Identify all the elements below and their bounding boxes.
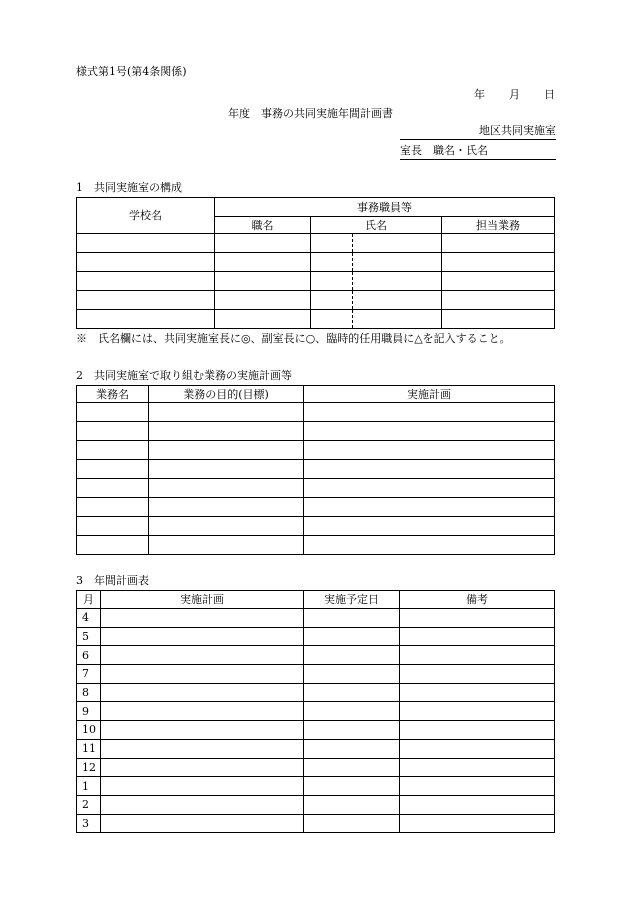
section1-note: ※ 氏名欄には、共同実施室長に◎、副室長に○、臨時的任用職員に△を記入すること。 — [76, 332, 511, 345]
header-month: 月 — [77, 591, 101, 609]
office-name: 地区共同実施室 — [479, 124, 556, 137]
table-row — [77, 234, 555, 253]
cell[interactable] — [149, 422, 304, 441]
date-month: 月 — [509, 88, 520, 101]
cell[interactable] — [400, 627, 555, 646]
cell[interactable] — [304, 646, 400, 665]
cell[interactable] — [311, 253, 353, 272]
table-row — [77, 441, 555, 460]
cell[interactable] — [304, 403, 555, 422]
cell[interactable] — [77, 291, 215, 310]
cell[interactable] — [304, 536, 555, 555]
date-day: 日 — [544, 88, 555, 101]
header-task-purpose: 業務の目的(目標) — [149, 386, 304, 403]
chief-field — [400, 144, 556, 160]
cell[interactable] — [304, 758, 400, 777]
cell[interactable] — [101, 609, 304, 628]
cell[interactable] — [304, 683, 400, 702]
cell[interactable] — [442, 234, 555, 253]
cell[interactable] — [400, 665, 555, 684]
cell[interactable] — [304, 498, 555, 517]
annual-schedule-table — [76, 590, 555, 833]
cell[interactable] — [304, 460, 555, 479]
cell[interactable] — [304, 609, 400, 628]
cell[interactable] — [215, 310, 311, 329]
cell[interactable] — [101, 646, 304, 665]
cell[interactable] — [304, 777, 400, 796]
cell[interactable] — [149, 479, 304, 498]
table-row — [77, 646, 555, 665]
section2-heading: 2 共同実施室で取り組む業務の実施計画等 — [76, 369, 292, 382]
table-row — [77, 814, 555, 833]
month-cell: 10 — [77, 721, 101, 740]
header-schedule-plan: 実施計画 — [101, 591, 304, 609]
cell[interactable] — [149, 517, 304, 536]
cell[interactable] — [304, 795, 400, 814]
cell[interactable] — [311, 234, 353, 253]
header-task-name: 業務名 — [77, 386, 149, 403]
table-row — [77, 498, 555, 517]
cell[interactable] — [77, 441, 149, 460]
table-row — [77, 683, 555, 702]
header-name: 氏名 — [311, 217, 442, 234]
table-row — [77, 777, 555, 796]
cell[interactable] — [400, 721, 555, 740]
cell[interactable] — [442, 291, 555, 310]
header-scheduled-date: 実施予定日 — [304, 591, 400, 609]
cell[interactable] — [77, 517, 149, 536]
cell[interactable] — [304, 422, 555, 441]
cell[interactable] — [400, 758, 555, 777]
cell[interactable] — [77, 498, 149, 517]
table-row — [77, 253, 555, 272]
cell[interactable] — [353, 272, 442, 291]
cell[interactable] — [101, 721, 304, 740]
cell[interactable] — [77, 253, 215, 272]
section3-heading: 3 年間計画表 — [76, 574, 149, 587]
cell[interactable] — [304, 721, 400, 740]
form-number: 様式第1号(第4条関係) — [76, 65, 187, 78]
month-cell: 12 — [77, 758, 101, 777]
month-cell: 3 — [77, 814, 101, 833]
cell[interactable] — [442, 272, 555, 291]
cell[interactable] — [400, 814, 555, 833]
cell[interactable] — [77, 479, 149, 498]
cell[interactable] — [353, 234, 442, 253]
month-cell: 4 — [77, 609, 101, 628]
cell[interactable] — [400, 739, 555, 758]
cell[interactable] — [400, 609, 555, 628]
cell[interactable] — [311, 310, 353, 329]
table-row — [77, 422, 555, 441]
table-row — [77, 460, 555, 479]
table-row — [77, 536, 555, 555]
table-row — [77, 517, 555, 536]
cell[interactable] — [101, 683, 304, 702]
table-row — [77, 272, 555, 291]
month-cell: 5 — [77, 627, 101, 646]
chief-label: 室長 職名・氏名 — [400, 144, 488, 157]
cell[interactable] — [101, 627, 304, 646]
month-cell: 9 — [77, 702, 101, 721]
header-staff-group: 事務職員等 — [215, 198, 555, 217]
cell[interactable] — [353, 310, 442, 329]
month-cell: 7 — [77, 665, 101, 684]
cell[interactable] — [304, 627, 400, 646]
cell[interactable] — [304, 702, 400, 721]
cell[interactable] — [101, 795, 304, 814]
header-school-name: 学校名 — [77, 198, 215, 234]
cell[interactable] — [101, 739, 304, 758]
cell[interactable] — [304, 739, 400, 758]
cell[interactable] — [311, 291, 353, 310]
table-row — [77, 739, 555, 758]
date-year: 年 — [474, 88, 485, 101]
table-row — [77, 609, 555, 628]
task-plan-table — [76, 385, 555, 555]
cell[interactable] — [353, 291, 442, 310]
cell[interactable] — [442, 253, 555, 272]
document-title: 年度 事務の共同実施年間計画書 — [228, 107, 393, 120]
cell[interactable] — [353, 253, 442, 272]
table-row — [77, 310, 555, 329]
cell[interactable] — [149, 441, 304, 460]
cell[interactable] — [101, 665, 304, 684]
cell[interactable] — [77, 536, 149, 555]
header-task-plan: 実施計画 — [304, 386, 555, 403]
month-cell: 2 — [77, 795, 101, 814]
cell[interactable] — [304, 814, 400, 833]
cell[interactable] — [215, 234, 311, 253]
cell[interactable] — [304, 441, 555, 460]
cell[interactable] — [400, 702, 555, 721]
table-row — [77, 721, 555, 740]
section1-heading: 1 共同実施室の構成 — [76, 181, 182, 194]
table-row — [77, 627, 555, 646]
header-remarks: 備考 — [400, 591, 555, 609]
table-row — [77, 479, 555, 498]
month-cell: 6 — [77, 646, 101, 665]
cell[interactable] — [149, 536, 304, 555]
table-row — [77, 665, 555, 684]
cell[interactable] — [215, 272, 311, 291]
cell[interactable] — [304, 479, 555, 498]
table-row — [77, 702, 555, 721]
cell[interactable] — [101, 702, 304, 721]
cell[interactable] — [101, 758, 304, 777]
cell[interactable] — [101, 814, 304, 833]
cell[interactable] — [149, 460, 304, 479]
cell[interactable] — [149, 498, 304, 517]
cell[interactable] — [149, 403, 304, 422]
cell[interactable] — [442, 310, 555, 329]
header-duty: 担当業務 — [442, 217, 555, 234]
month-cell: 8 — [77, 683, 101, 702]
staff-composition-table — [76, 197, 555, 329]
cell[interactable] — [400, 646, 555, 665]
office-name-field — [400, 124, 556, 140]
cell[interactable] — [77, 460, 149, 479]
cell[interactable] — [101, 777, 304, 796]
month-cell: 11 — [77, 739, 101, 758]
cell[interactable] — [215, 253, 311, 272]
cell[interactable] — [77, 310, 215, 329]
month-cell: 1 — [77, 777, 101, 796]
table-row — [77, 291, 555, 310]
table-row — [77, 758, 555, 777]
cell[interactable] — [77, 403, 149, 422]
cell[interactable] — [304, 665, 400, 684]
header-position: 職名 — [215, 217, 311, 234]
cell[interactable] — [400, 683, 555, 702]
cell[interactable] — [77, 272, 215, 291]
cell[interactable] — [400, 777, 555, 796]
table-row — [77, 403, 555, 422]
cell[interactable] — [77, 234, 215, 253]
cell[interactable] — [311, 272, 353, 291]
cell[interactable] — [304, 517, 555, 536]
cell[interactable] — [77, 422, 149, 441]
table-row — [77, 795, 555, 814]
cell[interactable] — [400, 795, 555, 814]
cell[interactable] — [215, 291, 311, 310]
